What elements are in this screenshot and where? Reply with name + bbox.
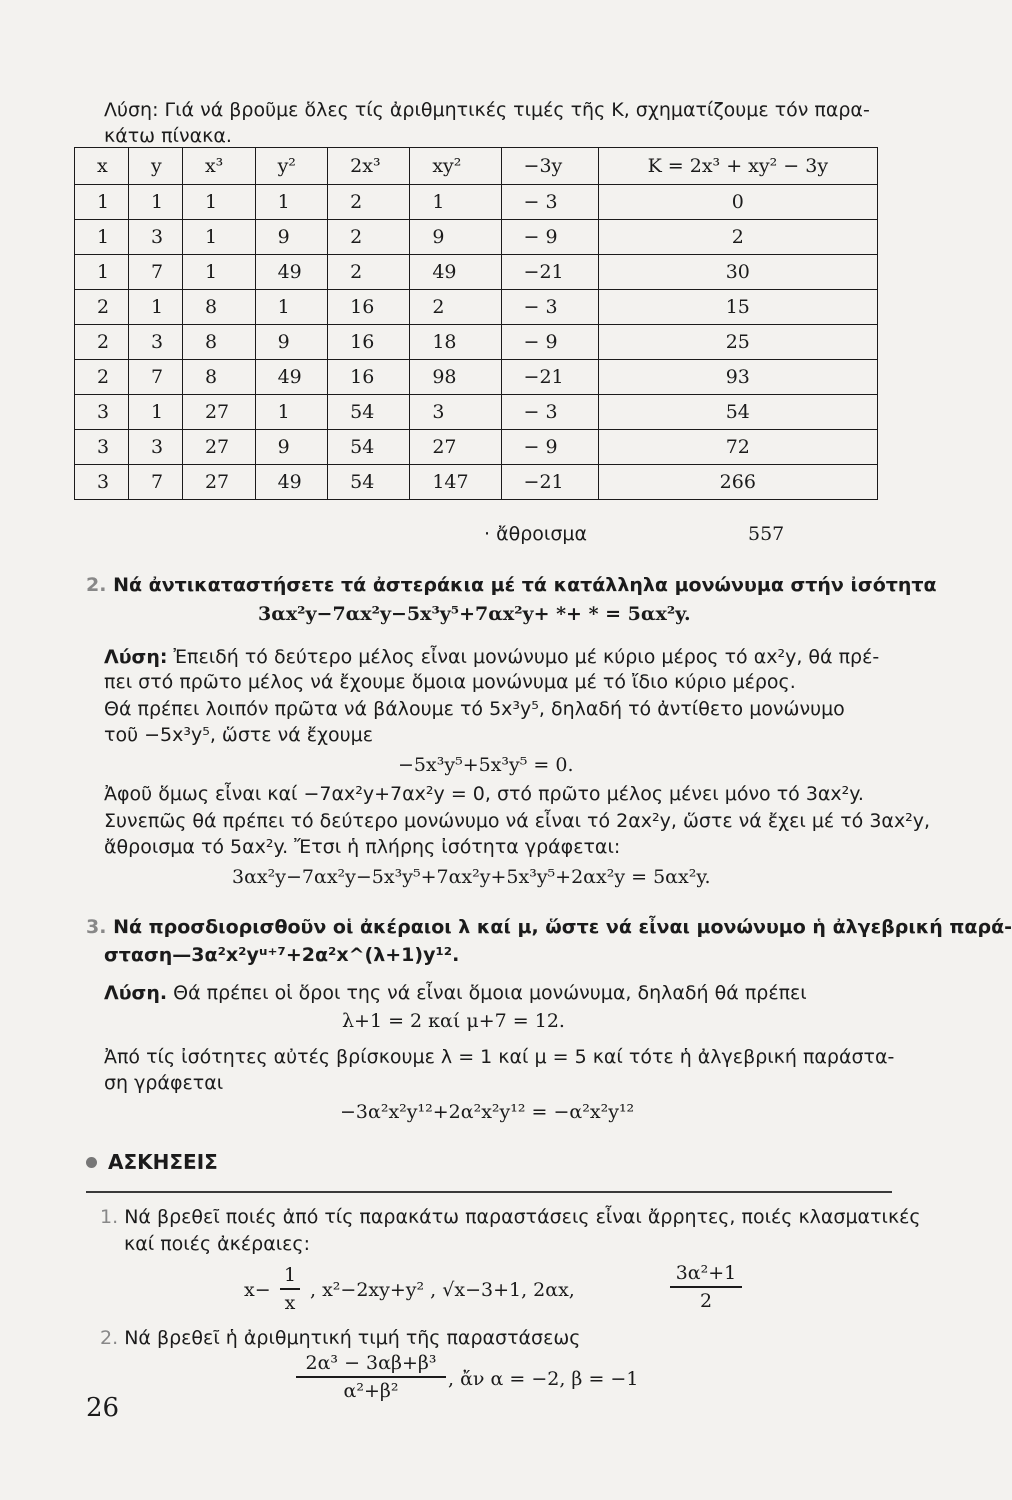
table-cell: 2 [75,290,129,325]
col-header: x [75,148,129,185]
exercise1-line1 [100,1206,921,1228]
fraction-bar [296,1376,446,1378]
fraction-denominator: α²+β² [343,1379,399,1402]
table-row [75,360,878,395]
table-body [75,185,878,500]
solution-label: Λύση: [104,646,168,668]
table-cell: 3 [128,325,182,360]
table-cell: 27 [182,395,255,430]
problem3-statement1 [86,916,1012,938]
table-cell: 15 [598,290,877,325]
table-cell: 1 [128,185,182,220]
table-cell: − 3 [501,185,598,220]
values-table [74,147,878,500]
table-row [75,465,878,500]
table-cell: 1 [75,185,129,220]
table-cell: 93 [598,360,877,395]
exercise1-line2: καί ποιές ἀκέραιες: [124,1233,310,1255]
table-cell: − 3 [501,290,598,325]
problem2-statement [86,574,937,596]
solution1-line1 [104,99,870,121]
solution-text: Ἐπειδή τό δεύτερο μέλος εἶναι μονώνυμο μέ κύριο μέρος τό αx²y, θά πρέ- [173,646,880,668]
table-row [75,395,878,430]
table-cell: 1 [75,220,129,255]
exercise-number: 1. [100,1206,119,1228]
exercise1-expr-middle: , x²−2xy+y² , √x−3+1, 2αx, [310,1279,575,1301]
table-cell: 1 [182,255,255,290]
table-cell: 2 [75,325,129,360]
table-cell: 2 [75,360,129,395]
problem-text: Νά ἀντικαταστήσετε τά ἀστεράκια μέ τά κατάλληλα μονώνυμα στήν ἰσότητα [113,574,937,596]
table-cell: 7 [128,465,182,500]
problem3-sol-line2: Ἀπό τίς ἰσότητες αὐτές βρίσκουμε λ = 1 καί μ = 5 καί τότε ἡ ἀλγεβρική παράστα- [104,1046,895,1068]
table-cell: 54 [328,395,410,430]
problem2-sol-line5: Ἀφοῦ ὅμως εἶναι καί −7αx²y+7αx²y = 0, στό πρῶτο μέλος μένει μόνο τό 3αx²y. [104,783,864,805]
table-cell: 16 [328,360,410,395]
bullet-icon [86,1157,97,1168]
table-cell: 1 [128,290,182,325]
table-cell: 1 [182,185,255,220]
table-row [75,290,878,325]
table-cell: 7 [128,360,182,395]
table-cell: 9 [255,325,328,360]
problem3-sol-line1 [104,982,807,1004]
problem2-sol-line7: ἄθροισμα τό 5αx²y. Ἔτσι ἡ πλήρης ἰσότητα γράφεται: [104,836,621,858]
problem3-eq2: −3α²x²y¹²+2α²x²y¹² = −α²x²y¹² [340,1101,635,1123]
solution-label: Λύση: [104,99,159,121]
table-cell: 2 [598,220,877,255]
col-header: y² [255,148,328,185]
problem-number: 2. [86,574,107,596]
table-cell: 27 [182,430,255,465]
exercise1-fraction2 [670,1262,742,1312]
table-cell: 27 [410,430,501,465]
table-cell: 98 [410,360,501,395]
exercise-number: 2. [100,1327,119,1349]
fraction-numerator: 2α³ − 3αβ+β³ [305,1352,437,1374]
table-cell: 3 [75,430,129,465]
table-cell: 9 [255,220,328,255]
table-row [75,220,878,255]
table-cell: −21 [501,360,598,395]
problem2-equation: 3αx²y−7αx²y−5x³y⁵+7αx²y+ *+ * = 5αx²y. [258,603,691,625]
page-number: 26 [86,1393,120,1423]
table-cell: 1 [182,220,255,255]
table-cell: 266 [598,465,877,500]
exercise2-fraction [296,1352,446,1402]
fraction-denominator: x [284,1291,296,1314]
table-cell: −21 [501,255,598,290]
table-cell: 1 [255,290,328,325]
problem2-eq1: −5x³y⁵+5x³y⁵ = 0. [398,754,574,776]
col-header: 2x³ [328,148,410,185]
fraction-numerator: 1 [283,1264,297,1286]
sum-value: 557 [748,523,785,545]
table-cell: 49 [410,255,501,290]
table-cell: 1 [410,185,501,220]
solution-text: Θά πρέπει οἱ ὅροι της νά εἶναι ὅμοια μονώνυμα, δηλαδή θά πρέπει [173,982,807,1004]
table-cell: 30 [598,255,877,290]
section-divider [86,1191,892,1193]
table-cell: 2 [328,255,410,290]
exercise2-line1 [100,1327,580,1349]
table-cell: 3 [75,465,129,500]
exercise2-condition: , ἄν α = −2, β = −1 [448,1368,639,1390]
problem-text: Νά προσδιορισθοῦν οἱ ἀκέραιοι λ καί μ, ὥστε νά εἶναι μονώνυμο ἡ ἀλγεβρική παρά- [113,916,1012,938]
table-cell: 25 [598,325,877,360]
exercises-title: ΑΣΚΗΣΕΙΣ [108,1150,218,1174]
exercise1-fraction1 [280,1264,300,1314]
table-cell: 1 [128,395,182,430]
table-cell: 0 [598,185,877,220]
problem3-statement2: σταση—3α²x²yᵘ⁺⁷+2α²x^(λ+1)y¹². [104,944,460,966]
table-cell: 72 [598,430,877,465]
table-header-row [75,148,878,185]
table-cell: 147 [410,465,501,500]
problem3-eq1: λ+1 = 2 καί μ+7 = 12. [342,1010,565,1032]
table-row [75,185,878,220]
table-cell: 3 [410,395,501,430]
table-cell: 1 [75,255,129,290]
table-cell: − 9 [501,430,598,465]
exercise-text: Νά βρεθεῖ ποιές ἀπό τίς παρακάτω παραστάσεις εἶναι ἄρρητες, ποιές κλασματικές [124,1206,921,1228]
table-cell: 2 [410,290,501,325]
table-cell: 27 [182,465,255,500]
table-cell: 3 [75,395,129,430]
problem-number: 3. [86,916,107,938]
table-cell: 2 [328,185,410,220]
problem3-sol-line3: ση γράφεται [104,1072,224,1094]
table-row [75,325,878,360]
fraction-bar [280,1288,300,1290]
table-cell: 8 [182,290,255,325]
table-cell: 7 [128,255,182,290]
problem2-eq2: 3αx²y−7αx²y−5x³y⁵+7αx²y+5x³y⁵+2αx²y = 5αx²y. [232,866,711,888]
fraction-denominator: 2 [699,1289,713,1312]
table-cell: 16 [328,325,410,360]
table-cell: 9 [255,430,328,465]
col-header: K = 2x³ + xy² − 3y [598,148,877,185]
solution1-line2: κάτω πίνακα. [104,125,232,147]
table-cell: 2 [328,220,410,255]
fraction-numerator: 3α²+1 [675,1262,737,1284]
table-cell: 54 [328,430,410,465]
table-cell: 3 [128,220,182,255]
problem2-sol-line3: Θά πρέπει λοιπόν πρῶτα νά βάλουμε τό 5x³y⁵, δηλαδή τό ἀντίθετο μονώνυμο [104,698,845,720]
col-header: −3y [501,148,598,185]
col-header: x³ [182,148,255,185]
table-cell: 49 [255,360,328,395]
table-cell: −21 [501,465,598,500]
fraction-bar [670,1286,742,1288]
problem2-sol-line4: τοῦ −5x³y⁵, ὥστε νά ἔχουμε [104,724,374,746]
table-row [75,430,878,465]
table-cell: 8 [182,360,255,395]
table-cell: − 9 [501,325,598,360]
table-cell: 3 [128,430,182,465]
solution-label: Λύση. [104,982,168,1004]
col-header: xy² [410,148,501,185]
table-cell: 1 [255,395,328,430]
table-cell: − 3 [501,395,598,430]
problem2-sol-line1 [104,646,879,668]
problem2-sol-line2: πει στό πρῶτο μέλος νά ἔχουμε ὅμοια μονώνυμα μέ τό ἴδιο κύριο μέρος. [104,671,796,693]
table-cell: 9 [410,220,501,255]
exercise-text: Νά βρεθεῖ ἡ ἀριθμητική τιμή τῆς παραστάσεως [124,1327,581,1349]
table-cell: 54 [598,395,877,430]
table-cell: 1 [255,185,328,220]
table-cell: 49 [255,465,328,500]
table-cell: 18 [410,325,501,360]
exercise1-expr-prefix: x− [244,1279,271,1301]
table-cell: − 9 [501,220,598,255]
sum-label: · ἄθροισμα [484,523,587,545]
col-header: y [128,148,182,185]
table-cell: 16 [328,290,410,325]
table-cell: 8 [182,325,255,360]
table-row [75,255,878,290]
table-cell: 54 [328,465,410,500]
solution1-text: Γιά νά βροῦμε ὅλες τίς ἀριθμητικές τιμές τῆς K, σχηματίζουμε τόν παρα- [164,99,870,121]
table-cell: 49 [255,255,328,290]
problem2-sol-line6: Συνεπῶς θά πρέπει τό δεύτερο μονώνυμο νά εἶναι τό 2αx²y, ὥστε νά ἔχει μέ τό 3αx²y, [104,810,931,832]
